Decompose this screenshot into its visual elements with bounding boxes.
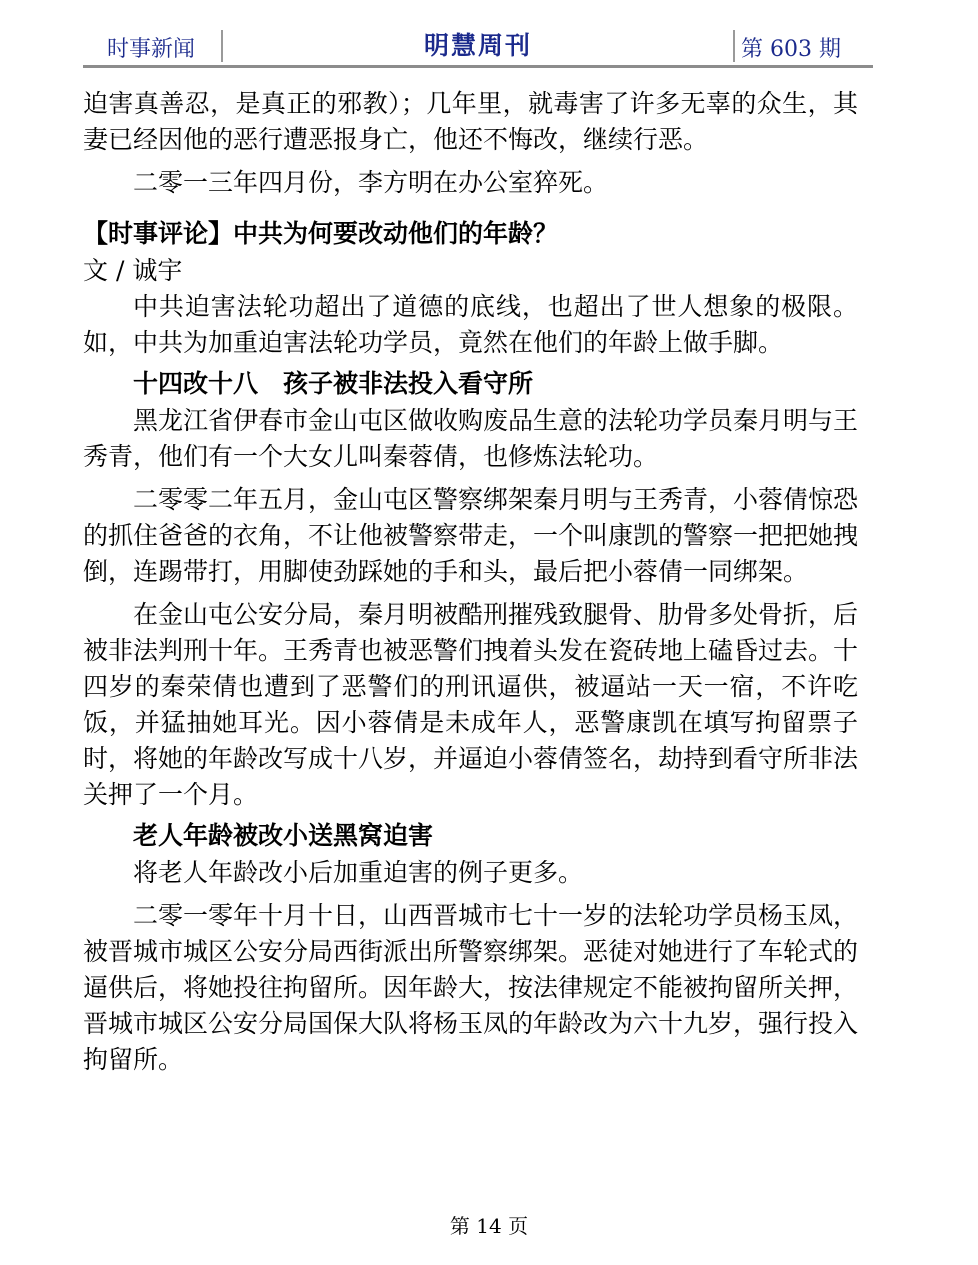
article-author: 文 / 诚宇 [83, 256, 183, 285]
paragraph: 二零零二年五月，金山屯区警察绑架秦月明与王秀青，小蓉倩惊恐的抓住爸爸的衣角，不让他被警察带走，一个叫康凯的警察一把把她拽倒，连踢带打，用脚使劲踩她的手和头，最后把小蓉倩一同绑架。 [83, 485, 859, 586]
header-divider [733, 30, 735, 62]
page-body [83, 86, 858, 1078]
subheading: 老人年龄被改小送黑窝迫害 [133, 821, 434, 850]
paragraph: 黑龙江省伊春市金山屯区做收购废品生意的法轮功学员秦月明与王秀青，他们有一个大女儿叫秦蓉倩，也修炼法轮功。 [83, 406, 859, 471]
subheading: 十四改十八 孩子被非法投入看守所 [133, 369, 534, 398]
page-header [83, 26, 873, 66]
page-number: 第 14 页 [449, 1214, 529, 1238]
paragraph: 中共迫害法轮功超出了道德的底线，也超出了世人想象的极限。如，中共为加重迫害法轮功学员，竟然在他们的年龄上做手脚。 [83, 292, 858, 357]
issue-number: 第 603 期 [741, 37, 841, 62]
paragraph: 二零一三年四月份，李方明在办公室猝死。 [133, 168, 609, 197]
article-title: 【时事评论】中共为何要改动他们的年龄？ [83, 219, 559, 248]
publication-title: 明慧周刊 [423, 31, 532, 60]
paragraph: 迫害真善忍，是真正的邪教）；几年里，就毒害了许多无辜的众生，其妻已经因他的恶行遭恶报身亡，他还不悔改，继续行恶。 [83, 89, 858, 154]
paragraph: 在金山屯公安分局，秦月明被酷刑摧残致腿骨、肋骨多处骨折，后被非法判刑十年。王秀青也被恶警们拽着头发在瓷砖地上磕昏过去。十四岁的秦荣倩也遭到了恶警们的刑讯逼供，被逼站一天一宿，不许吃饭，并猛抽她耳光。因小蓉倩是未成年人，恶警康凯在填写拘留票子时，将她的年龄改写成十八岁，并逼迫小蓉倩签名，劫持到看守所非法关押了一个月。 [83, 600, 859, 809]
section-label: 时事新闻 [107, 37, 196, 62]
paragraph: 将老人年龄改小后加重迫害的例子更多。 [133, 858, 584, 887]
header-rule [83, 65, 873, 68]
paragraph: 二零一零年十月十日，山西晋城市七十一岁的法轮功学员杨玉凤，被晋城市城区公安分局西街派出所警察绑架。恶徒对她进行了车轮式的逼供后，将她投往拘留所。因年龄大，按法律规定不能被拘留所关押，晋城市城区公安分局国保大队将杨玉凤的年龄改为六十九岁，强行投入拘留所。 [83, 901, 859, 1074]
